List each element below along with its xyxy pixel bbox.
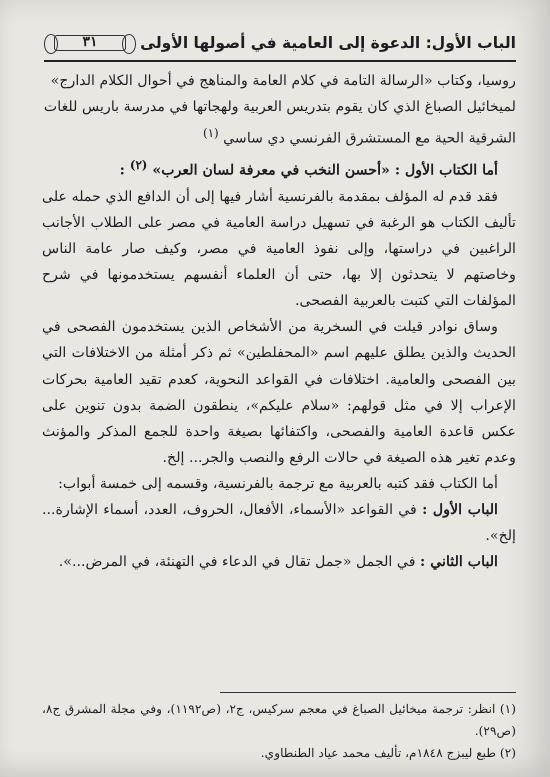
footnote-ref: (٢) (129, 158, 148, 173)
heading-text: أما الكتاب الأول : «أحسن النخب في معرفة لسان العرب» (152, 162, 498, 179)
footnote-rule (220, 692, 516, 693)
paragraph: فقد قدم له المؤلف بمقدمة بالفرنسية أشار فيها إلى أن الدافع الذي حمله على تأليف الكتاب هو الرغبة في تسهيل دراسة العامية في مصر على الطلاب الأجانب الراغبين في دراستها، وإلى نفوذ العامية في مصر، وكيف صار عامة الناس وخاصتهم لا يتحدثون إلا بها، حتى أن العلماء أنفسهم يستخدمونها في شرح المؤلفات التي كتبت بالعربية الفصحى. (42, 188, 516, 310)
chapter-label: الباب الثاني : (420, 554, 498, 571)
chapter-text: في الجمل «جمل تقال في الدعاء في التهنئة، في المرض...». (58, 554, 416, 571)
text-line: لميخائيل الصباغ الذي كان يقوم بتدريس العربية ولهجاتها في مدرسة باريس للغات (43, 99, 516, 116)
chapter-item (42, 549, 516, 575)
chapter-item (42, 497, 516, 549)
paragraph: وساق نوادر قيلت في السخرية من الأشخاص الذين يستخدمون الفصحى في الحديث والذين يطلق عليهم اسم «المحفلطين» ثم ذكر أمثلة من الاختلافات التي بين الفصحى والعامية. اختلافات في القواعد النحوية، كعدم تقيد العامية بحركات الإعراب إلا في مثل قولهم: «سلام عليكم»، ينطقون الضمة بدون تنوين على عكس قاعدة العامية والفصحى، واكتفائها بصيغة واحدة للجمع المذكر والمؤنث وعدم تغير هذه الصيغة في حالات الرفع والنصب والجر... إلخ. (42, 319, 516, 466)
body-text (42, 68, 516, 575)
chapter-label: الباب الأول : (422, 501, 498, 518)
footnotes (42, 698, 516, 764)
running-title: الباب الأول: الدعوة إلى العامية في أصولها الأولى (140, 34, 516, 52)
footnote: (١) انظر: ترجمة ميخائيل الصباغ في معجم سركيس، ج٢، (ص١١٩٢)، وفي مجلة المشرق ج٨، (ص٢٩). (42, 702, 516, 738)
page-number-scroll-ornament (44, 30, 136, 56)
section-heading: أما الكتاب الأول : «أحسن النخب في معرفة لسان العرب» $^{(٢)}$ : (119, 158, 498, 179)
text-segment: الشرقية الحية مع المستشرق الفرنسي دي ساسي (223, 130, 516, 147)
text-line (42, 120, 516, 152)
page-number: ٣١ (82, 34, 98, 50)
header-rule (44, 60, 516, 62)
footnote-ref: (١) (202, 126, 219, 141)
page-header (44, 28, 516, 58)
paragraph: أما الكتاب فقد كتبه بالعربية مع ترجمة بالفرنسية، وقسمه إلى خمسة أبواب: (58, 475, 498, 492)
chapter-text: في القواعد «الأسماء، الأفعال، الحروف، العدد، أسماء الإشارة... إلخ». (42, 501, 516, 545)
footnote: (٢) طبع ليبزج ١٨٤٨م، تأليف محمد عياد الطنطاوي. (260, 746, 516, 760)
text-line: روسيا، وكتاب «الرسالة التامة في كلام العامة والمناهج في أحوال الكلام الدارج» (50, 73, 516, 89)
